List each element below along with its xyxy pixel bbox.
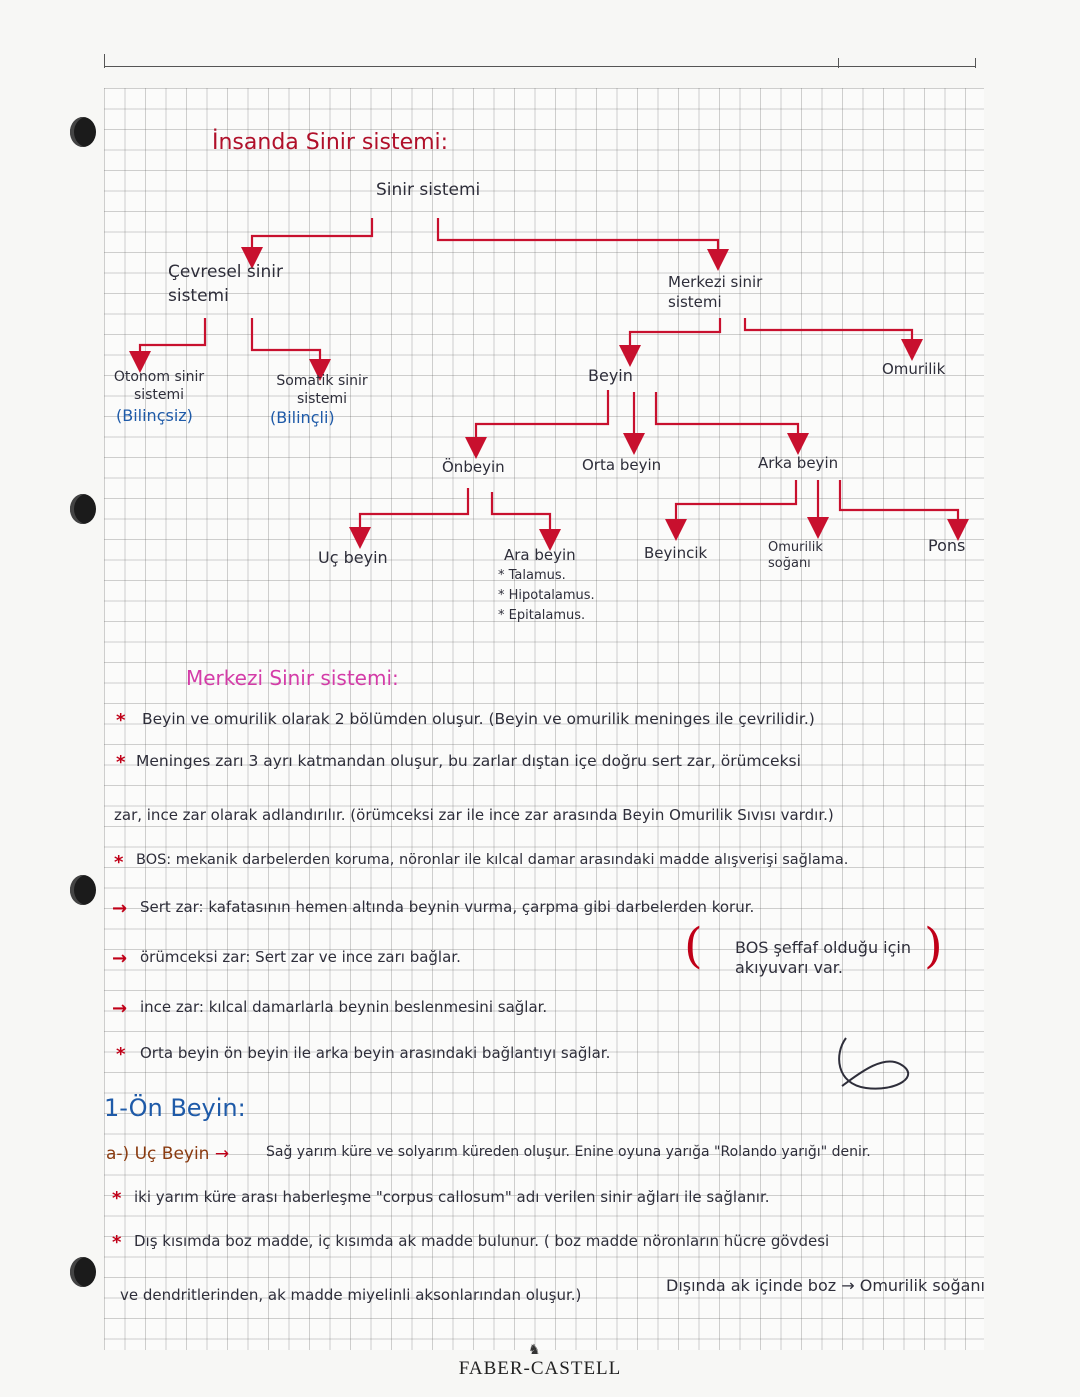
sub-label-endbrain: a-) Uç Beyin → bbox=[106, 1144, 230, 1164]
arrow-marker: → bbox=[112, 998, 128, 1019]
node-nervous-system: Sinir sistemi bbox=[376, 180, 481, 200]
brand-footer: FABER-CASTELL bbox=[458, 1358, 622, 1379]
node-pons: Pons bbox=[928, 536, 966, 555]
bullet: * bbox=[114, 852, 124, 873]
bracket-left: ( bbox=[684, 918, 703, 974]
node-peripheral: Çevresel sinir sistemi bbox=[168, 262, 283, 306]
node-central: Merkezi sinir sistemi bbox=[668, 273, 763, 311]
note-line: Sert zar: kafatasının hemen altında beynin vurma, çarpma gibi darbelerden korur. bbox=[140, 898, 755, 916]
node-spinal-cord: Omurilik bbox=[882, 360, 946, 378]
binder-hole bbox=[70, 875, 96, 905]
list-item: * Hipotalamus. bbox=[498, 588, 595, 603]
note-line: ve dendritlerinden, ak madde miyelinli aksonlarından oluşur.) bbox=[120, 1286, 582, 1304]
node-midbrain: Orta beyin bbox=[582, 456, 662, 474]
node-medulla: Omurilik soğanı bbox=[768, 540, 823, 571]
section-heading-cns: Merkezi Sinir sistemi: bbox=[186, 666, 399, 690]
node-brain: Beyin bbox=[588, 366, 633, 385]
side-note-bos: BOS şeffaf olduğu için akıyuvarı var. bbox=[735, 938, 911, 977]
note-line: Orta beyin ön beyin ile arka beyin arasındaki bağlantıyı sağlar. bbox=[140, 1044, 611, 1062]
list-item: * Epitalamus. bbox=[498, 608, 586, 623]
node-hindbrain: Arka beyin bbox=[758, 454, 839, 472]
arrow-marker: → bbox=[112, 948, 128, 969]
note-line: Sağ yarım küre ve solyarım küreden oluşur. Enine oyuna yarığa "Rolando yarığı" denir. bbox=[266, 1144, 871, 1160]
note-line: Meninges zarı 3 ayrı katmandan oluşur, bu zarlar dıştan içe doğru sert zar, örümceksi bbox=[136, 752, 801, 770]
note-line: BOS: mekanik darbelerden koruma, nöronlar ile kılcal damar arasındaki madde alışverişi sağlama. bbox=[136, 852, 849, 868]
node-interbrain: Ara beyin bbox=[504, 546, 576, 564]
page-title: İnsanda Sinir sistemi: bbox=[212, 130, 449, 155]
signature-scribble bbox=[826, 1024, 926, 1104]
binder-hole bbox=[70, 1257, 96, 1287]
node-endbrain: Uç beyin bbox=[318, 548, 388, 567]
bullet: * bbox=[116, 1044, 126, 1065]
bracket-right: ) bbox=[924, 918, 943, 974]
node-somatic-note: (Bilinçli) bbox=[270, 408, 335, 427]
side-note-medulla: Dışında ak içinde boz → Omurilik soğanı bbox=[666, 1276, 985, 1295]
bullet: * bbox=[116, 710, 126, 731]
brand-logo-icon: ♞ bbox=[528, 1342, 541, 1358]
node-cerebellum: Beyincik bbox=[644, 544, 708, 562]
bullet: * bbox=[112, 1188, 122, 1209]
node-autonomic-note: (Bilinçsiz) bbox=[116, 406, 193, 425]
note-line: örümceksi zar: Sert zar ve ince zarı bağlar. bbox=[140, 948, 461, 966]
section-heading-forebrain: 1-Ön Beyin: bbox=[104, 1094, 246, 1122]
note-line: Beyin ve omurilik olarak 2 bölümden oluşur. (Beyin ve omurilik meninges ile çevrilidir.) bbox=[142, 710, 815, 728]
bullet: * bbox=[116, 752, 126, 773]
arrow-marker: → bbox=[112, 898, 128, 919]
note-line: iki yarım küre arası haberleşme "corpus callosum" adı verilen sinir ağları ile sağlanır. bbox=[134, 1188, 770, 1206]
list-item: * Talamus. bbox=[498, 568, 566, 583]
node-autonomic: Otonom sinir sistemi bbox=[113, 369, 205, 403]
node-forebrain: Önbeyin bbox=[442, 458, 505, 476]
note-line: ince zar: kılcal damarlarla beynin beslenmesini sağlar. bbox=[140, 998, 548, 1016]
note-line: zar, ince zar olarak adlandırılır. (örümceksi zar ile ince zar arasında Beyin Omurilik Sıvısı vardır.) bbox=[114, 806, 834, 824]
note-line: Dış kısımda boz madde, iç kısımda ak madde bulunur. ( boz madde nöronların hücre gövdesi bbox=[134, 1232, 830, 1250]
node-somatic: Somatik sinir sistemi bbox=[276, 373, 368, 407]
interbrain-parts bbox=[498, 566, 595, 626]
bullet: * bbox=[112, 1232, 122, 1253]
